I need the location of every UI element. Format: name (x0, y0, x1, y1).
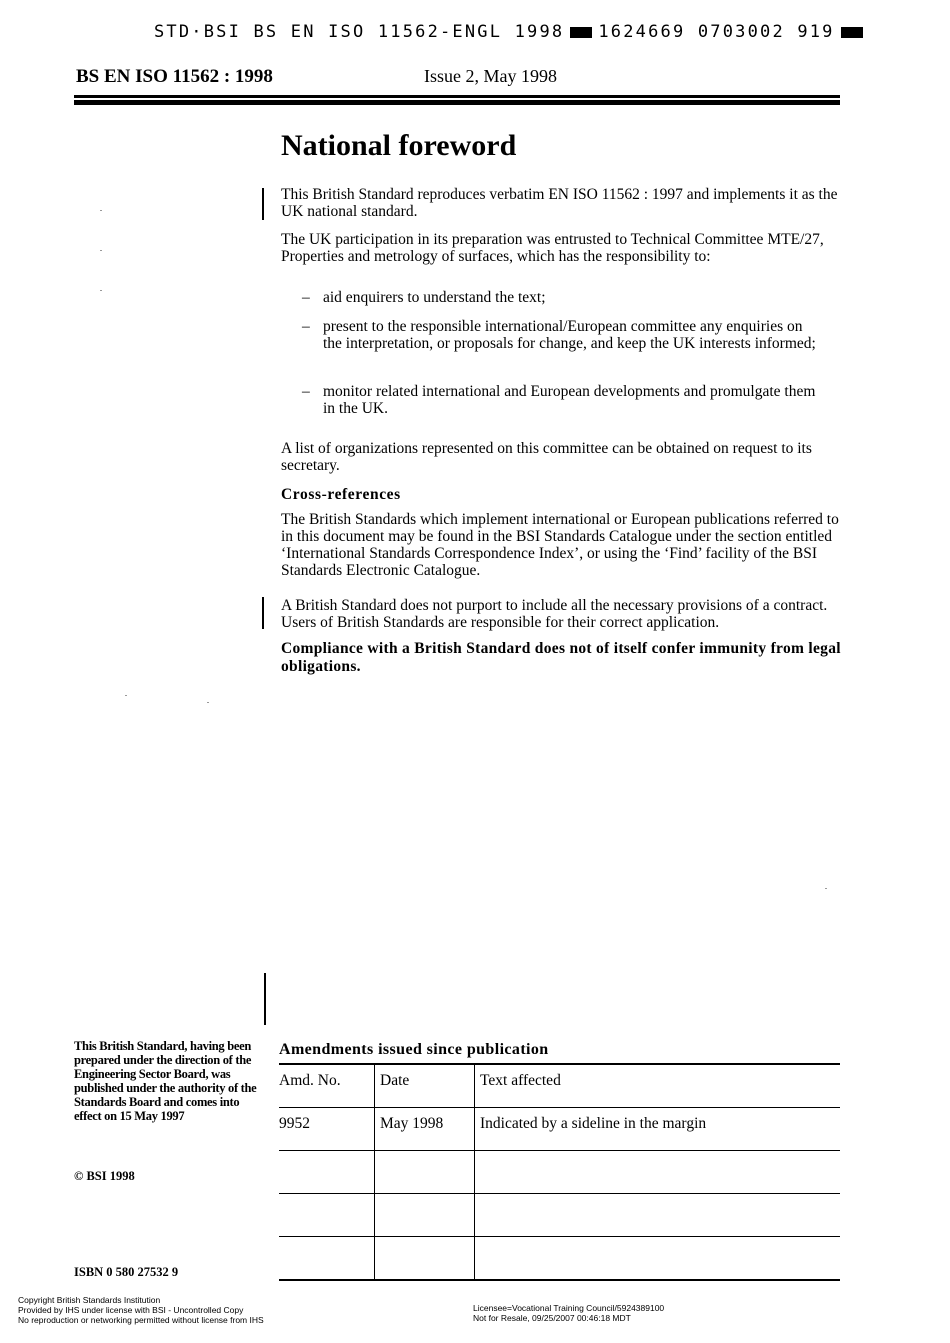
page-title: National foreword (281, 129, 517, 162)
table-row (279, 1194, 840, 1237)
footer-line: Not for Resale, 09/25/2007 00:46:18 MDT (473, 1313, 631, 1323)
scan-header-block-mark (570, 27, 592, 38)
scan-speck (207, 702, 209, 703)
table-cell: Indicated by a sideline in the margin (475, 1108, 841, 1151)
scan-speck (100, 210, 102, 211)
footer-line: Copyright British Standards Institution (18, 1295, 161, 1305)
scan-speck (100, 250, 102, 251)
table-cell: 9952 (279, 1115, 310, 1132)
cross-references-heading: Cross-references (281, 486, 401, 503)
amendments-table (279, 1063, 840, 1281)
footer-line: Provided by IHS under license with BSI - Uncontrolled Copy (18, 1305, 244, 1315)
table-row (279, 1151, 840, 1194)
table-cell (375, 1151, 475, 1194)
table-header-row (279, 1064, 840, 1108)
bullet-dash: – (302, 289, 310, 306)
list-item-text: present to the responsible international/European committee any enquiries on the interpretation, or proposals for change, and keep the UK interests informed; (323, 318, 816, 352)
list-item-text: monitor related international and European developments and promulgate them in the UK. (323, 383, 816, 417)
table-cell (279, 1151, 375, 1194)
compliance-statement: Compliance with a British Standard does not of itself confer immunity from legal obligations. (281, 640, 841, 675)
list-item (302, 318, 822, 352)
list-item (302, 383, 822, 417)
isbn: ISBN 0 580 27532 9 (74, 1265, 179, 1279)
scan-header (154, 22, 869, 42)
scan-header-block-mark (841, 27, 863, 38)
bullet-dash: – (302, 318, 310, 335)
publication-note: This British Standard, having been prepared under the direction of the Engineering Sector Board, was published under the authority of the Standards Board and comes into effect on 15 May 1997 (74, 1039, 257, 1123)
scan-speck (100, 290, 102, 291)
scan-speck (125, 695, 127, 696)
table-cell (475, 1237, 841, 1281)
amendments-heading: Amendments issued since publication (279, 1041, 549, 1058)
bullet-dash: – (302, 383, 310, 400)
scan-header-text-b: 1624669 0703002 919 (598, 22, 835, 42)
provisions-paragraph: A British Standard does not purport to include all the necessary provisions of a contract. Users of British Standards are responsible for their correct application. (281, 597, 828, 631)
header-rule-thin (74, 95, 840, 98)
table-cell: May 1998 (375, 1108, 475, 1151)
amendment-sideline (264, 973, 266, 1025)
footer-license-left (18, 1295, 264, 1325)
footer-line: Licensee=Vocational Training Council/5924389100 (473, 1303, 665, 1313)
column-header: Text affected (475, 1064, 841, 1108)
cross-references-paragraph: The British Standards which implement international or European publications referred to in this document may be found in the BSI Standards Catalogue under the section entitled ‘International Standards Correspondence Index’, or using the ‘Find’ facility of the BSI Standards Electronic Catalogue. (281, 511, 839, 579)
column-header: Date (375, 1064, 475, 1108)
organizations-paragraph: A list of organizations represented on this committee can be obtained on request to its secretary. (281, 440, 812, 474)
amendment-sideline (262, 188, 264, 220)
footer-line: No reproduction or networking permitted without license from IHS (18, 1315, 264, 1325)
table-cell (279, 1194, 375, 1237)
table-row (279, 1237, 840, 1281)
intro-paragraph: This British Standard reproduces verbatim EN ISO 11562 : 1997 and implements it as the UK national standard. (281, 186, 838, 220)
table-cell (475, 1151, 841, 1194)
scan-header-text-a: STD·BSI BS EN ISO 11562-ENGL 1998 (154, 22, 565, 42)
table-cell (279, 1237, 375, 1281)
list-item (302, 289, 822, 306)
column-header: Amd. No. (279, 1072, 341, 1089)
list-item-text: aid enquirers to understand the text; (323, 289, 546, 306)
footer-license-right (473, 1303, 664, 1323)
table-cell (375, 1237, 475, 1281)
issue-info: Issue 2, May 1998 (424, 66, 557, 86)
scan-speck (825, 888, 827, 889)
table-cell (475, 1194, 841, 1237)
committee-paragraph: The UK participation in its preparation was entrusted to Technical Committee MTE/27, Properties and metrology of surfaces, which has the responsibility to: (281, 231, 824, 265)
bsi-copyright: © BSI 1998 (74, 1169, 135, 1183)
table-cell (375, 1194, 475, 1237)
header-rule-thick (74, 100, 840, 105)
document-id: BS EN ISO 11562 : 1998 (76, 66, 273, 87)
amendment-sideline (262, 597, 264, 629)
table-row (279, 1108, 840, 1151)
